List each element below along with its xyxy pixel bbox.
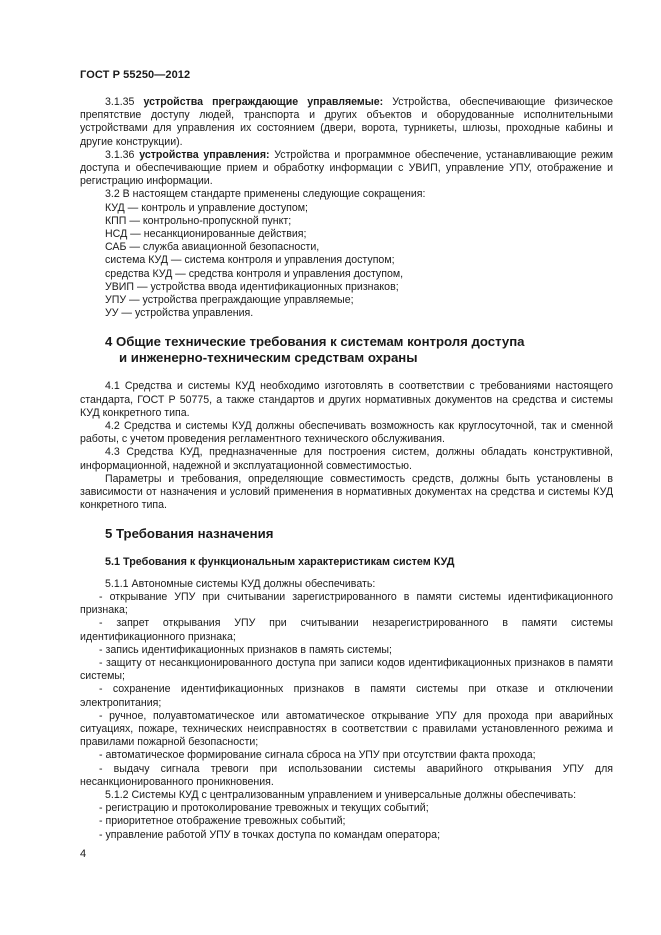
abbreviation-item: КУД — контроль и управление доступом; xyxy=(105,201,308,214)
abbreviation-item: УВИП — устройства ввода идентификационных признаков; xyxy=(105,280,399,293)
abbreviation-item: система КУД — система контроля и управления доступом; xyxy=(105,254,395,267)
section-4-heading-line-1: 4 Общие технические требования к системам контроля доступа xyxy=(105,334,525,350)
definition-3-1-35 xyxy=(80,96,613,149)
section-4-heading-line-2: и инженерно-техническим средствам охраны xyxy=(119,350,418,366)
paragraph-4-3-compatibility: Параметры и требования, определяющие совместимость средств, должны быть установлены в зависимости от назначения и условий применения в нормативных документах на средства и системы КУД конкретного типа. xyxy=(80,472,613,512)
page-content xyxy=(80,96,613,842)
abbreviations-intro: 3.2 В настоящем стандарте применены следующие сокращения: xyxy=(105,188,426,201)
definition-3-1-36 xyxy=(80,149,613,189)
abbreviation-item: средства КУД — средства контроля и управления доступом, xyxy=(105,267,404,280)
requirement-item: - ручное, полуавтоматическое или автоматическое открывание УПУ для прохода при аварийных ситуациях, пожаре, технических неисправностях в соответствии с правилами установленного режима и правилами пожарной безопасности; xyxy=(80,709,613,749)
definition-term: устройства управления: xyxy=(139,148,270,161)
abbreviation-item: НСД — несанкционированные действия; xyxy=(105,228,307,241)
requirement-item: - запрет открывания УПУ при считывании незарегистрированного в памяти системы идентификационного признака; xyxy=(80,617,613,643)
page-number: 4 xyxy=(80,848,87,860)
definition-text: Устройства и программное обеспечение, устанавливающие режим доступа и обеспечивающие прием и обработку информации с УВИП, управление УПУ, отображение и регистрацию информации. xyxy=(80,148,613,188)
requirement-item: - приоритетное отображение тревожных событий; xyxy=(99,815,346,828)
section-5-heading-text: 5 Требования назначения xyxy=(105,526,274,542)
section-4-heading xyxy=(105,334,613,366)
paragraph-4-3: 4.3 Средства КУД, предназначенные для построения систем, должны обладать конструктивной, информационной, надежной и эксплуатационной совместимостью. xyxy=(80,446,613,472)
paragraph-4-2: 4.2 Средства и системы КУД должны обеспечивать возможность как круглосуточной, так и сменной работы, с учетом проведения регламентного технического обслуживания. xyxy=(80,420,613,446)
abbreviation-item: САБ — служба авиационной безопасности, xyxy=(105,241,320,254)
paragraph-4-1: 4.1 Средства и системы КУД необходимо изготовлять в соответствии с требованиями настоящего стандарта, ГОСТ Р 50775, а также стандартов и других нормативных документов на средства и системы КУД конкретного типа. xyxy=(80,380,613,419)
requirement-item: - автоматическое формирование сигнала сброса на УПУ при отсутствии факта прохода; xyxy=(99,749,536,762)
requirement-item: - управление работой УПУ в точках доступа по командам оператора; xyxy=(99,828,441,841)
paragraph-5-1-2: 5.1.2 Системы КУД с централизованным управлением и универсальные должны обеспечивать: xyxy=(105,788,577,801)
requirement-item: - защиту от несанкционированного доступа при записи кодов идентификационных признаков в памяти системы; xyxy=(80,656,613,683)
requirement-item: - сохранение идентификационных признаков в памяти системы при отказе и отключении электропитания; xyxy=(80,683,613,709)
definition-number: 3.1.35 xyxy=(105,96,135,108)
abbreviation-item: КПП — контрольно-пропускной пункт; xyxy=(105,214,292,227)
subsection-5-1-heading: 5.1 Требования к функциональным характеристикам систем КУД xyxy=(105,556,455,569)
requirement-item: - регистрацию и протоколирование тревожных и текущих событий; xyxy=(99,802,429,815)
definition-number: 3.1.36 xyxy=(105,148,135,161)
paragraph-5-1-1: 5.1.1 Автономные системы КУД должны обеспечивать: xyxy=(105,577,376,590)
definition-text: Устройства, обеспечивающие физическое препятствие доступу людей, транспорта и других объектов и оборудованные исполнительными устройствами для управления их состоянием (двери, ворота, турникеты, шлюзы, проходные кабины и другие конструкции). xyxy=(80,96,613,148)
document-header: ГОСТ Р 55250—2012 xyxy=(80,69,191,81)
requirement-item: - запись идентификационных признаков в память системы; xyxy=(99,643,392,656)
abbreviation-item: УУ — устройства управления. xyxy=(105,307,254,320)
section-5-heading xyxy=(105,526,613,542)
requirement-item: - выдачу сигнала тревоги при использовании системы аварийного открывания УПУ для несанкционированного проникновения. xyxy=(80,762,613,788)
requirement-item: - открывание УПУ при считывании зарегистрированного в памяти системы идентификационного признака; xyxy=(80,590,613,617)
definition-term: устройства преграждающие управляемые: xyxy=(143,96,384,108)
abbreviation-item: УПУ — устройства преграждающие управляемые; xyxy=(105,294,354,307)
